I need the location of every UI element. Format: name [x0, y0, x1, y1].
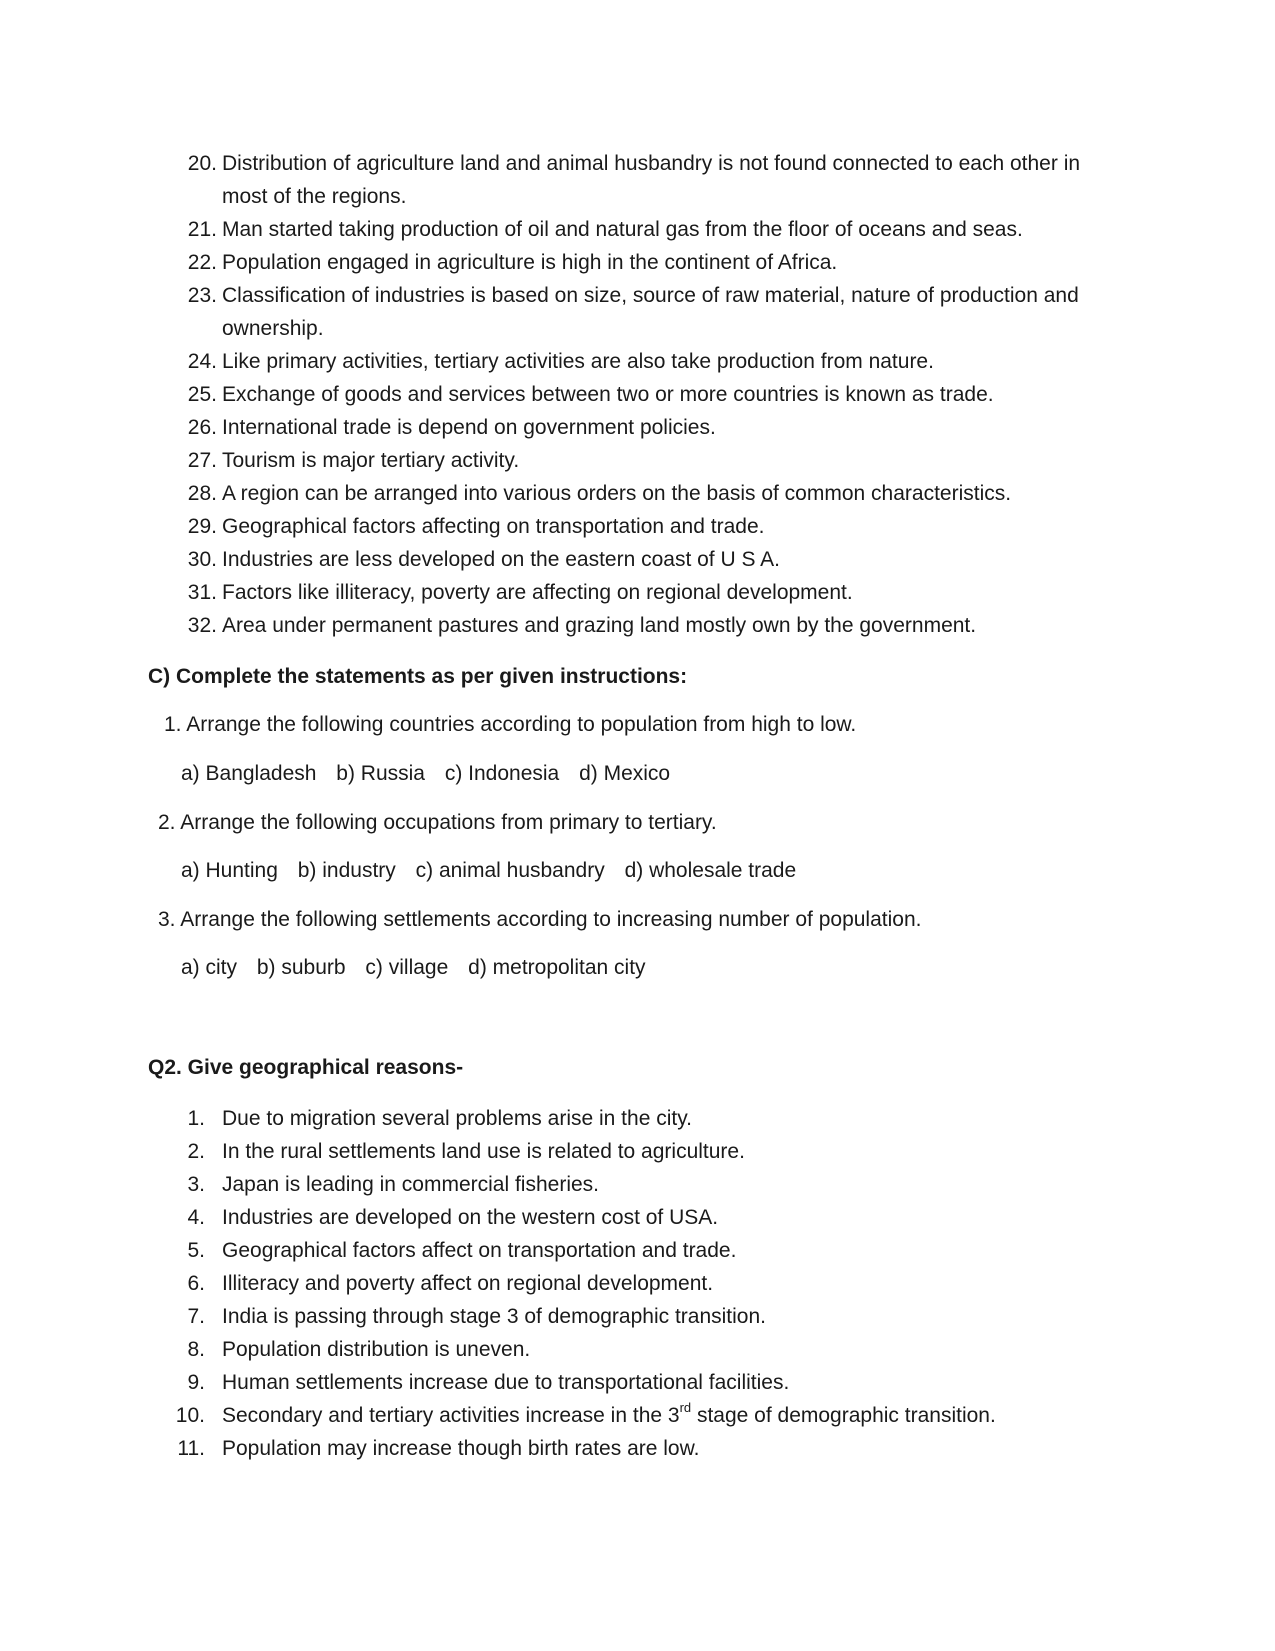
- option: d) Mexico: [579, 762, 671, 785]
- list-item: [0, 279, 1275, 345]
- list-item: [0, 444, 1275, 477]
- item-text: Man started taking production of oil and natural gas from the floor of oceans and seas.: [222, 218, 1023, 241]
- item-text: [222, 1399, 996, 1432]
- question-number: 1.: [164, 713, 182, 736]
- item-text: Geographical factors affecting on transportation and trade.: [222, 515, 765, 538]
- option: b) Russia: [336, 762, 425, 785]
- question-3: [158, 903, 921, 936]
- option: c) animal husbandry: [415, 859, 605, 882]
- item-number: 21.: [187, 218, 217, 241]
- list-item: [0, 1267, 1275, 1300]
- item-number: 25.: [187, 383, 217, 406]
- item-text-before: Secondary and tertiary activities increase in the 3: [222, 1404, 680, 1427]
- item-number: 5.: [187, 1239, 205, 1262]
- item-text: International trade is depend on government policies.: [222, 416, 716, 439]
- list-item: [0, 1432, 1275, 1465]
- question-text: Arrange the following countries according to population from high to low.: [186, 713, 857, 736]
- option: a) Hunting: [181, 859, 278, 882]
- item-text: Industries are less developed on the eastern coast of U S A.: [222, 548, 780, 571]
- item-number: 24.: [187, 350, 217, 373]
- item-number: 23.: [187, 284, 217, 307]
- item-number: 31.: [187, 581, 217, 604]
- item-text: In the rural settlements land use is related to agriculture.: [222, 1140, 745, 1163]
- list-item: [0, 1300, 1275, 1333]
- list-item: [0, 477, 1275, 510]
- list-item: [0, 1168, 1275, 1201]
- item-number: 3.: [187, 1173, 205, 1196]
- option: a) Bangladesh: [181, 762, 317, 785]
- option: d) metropolitan city: [468, 956, 646, 979]
- item-text: Like primary activities, tertiary activities are also take production from nature.: [222, 350, 934, 373]
- question-number: 3.: [158, 908, 176, 931]
- item-number: 8.: [187, 1338, 205, 1361]
- option: b) industry: [297, 859, 396, 882]
- list-item: [0, 246, 1275, 279]
- item-number: 29.: [187, 515, 217, 538]
- item-number: 30.: [187, 548, 217, 571]
- item-number: 6.: [187, 1272, 205, 1295]
- option: b) suburb: [256, 956, 346, 979]
- list-item: [0, 411, 1275, 444]
- item-number: 4.: [187, 1206, 205, 1229]
- ordinal-superscript: rd: [679, 1400, 692, 1415]
- item-text: Tourism is major tertiary activity.: [222, 449, 520, 472]
- item-text: Illiteracy and poverty affect on regional development.: [222, 1272, 714, 1295]
- list-item: [0, 543, 1275, 576]
- item-text: Classification of industries is based on size, source of raw material, nature of production and ownership.: [222, 284, 1079, 340]
- option: a) city: [181, 956, 238, 979]
- list-item: [0, 576, 1275, 609]
- item-number: 10.: [175, 1404, 205, 1427]
- question-1: [164, 708, 856, 741]
- list-item: [0, 1102, 1275, 1135]
- item-number: 28.: [187, 482, 217, 505]
- option: c) village: [365, 956, 449, 979]
- question-2-options: [181, 854, 810, 887]
- item-text: Japan is leading in commercial fisheries.: [222, 1173, 600, 1196]
- item-text: Population distribution is uneven.: [222, 1338, 531, 1361]
- item-number: 7.: [187, 1305, 205, 1328]
- question-text: Arrange the following settlements according to increasing number of population.: [180, 908, 922, 931]
- item-text: Geographical factors affect on transportation and trade.: [222, 1239, 737, 1262]
- item-number: 20.: [187, 152, 217, 175]
- question-3-options: [181, 951, 660, 984]
- list-item: [0, 147, 1275, 213]
- list-item: [0, 345, 1275, 378]
- item-text: Area under permanent pastures and grazing land mostly own by the government.: [222, 614, 977, 637]
- statements-list: [0, 147, 1275, 642]
- item-text: Human settlements increase due to transportational facilities.: [222, 1371, 790, 1394]
- list-item: [0, 1366, 1275, 1399]
- section-c-heading: C) Complete the statements as per given instructions:: [148, 665, 688, 688]
- item-number: 32.: [187, 614, 217, 637]
- question-text: Arrange the following occupations from primary to tertiary.: [180, 811, 717, 834]
- question-2: [158, 806, 717, 839]
- list-item: [0, 510, 1275, 543]
- item-text: A region can be arranged into various orders on the basis of common characteristics.: [222, 482, 1012, 505]
- item-number: 2.: [187, 1140, 205, 1163]
- question-1-options: [181, 757, 684, 790]
- item-text: Population engaged in agriculture is high in the continent of Africa.: [222, 251, 838, 274]
- item-number: 22.: [187, 251, 217, 274]
- list-item: [0, 1135, 1275, 1168]
- list-item: [0, 1333, 1275, 1366]
- q2-list: [0, 1102, 1275, 1465]
- q2-heading: Q2. Give geographical reasons-: [148, 1056, 464, 1079]
- list-item: [0, 1201, 1275, 1234]
- option: d) wholesale trade: [624, 859, 797, 882]
- item-text: Distribution of agriculture land and animal husbandry is not found connected to each other in most of the regions.: [222, 152, 1081, 208]
- item-text: India is passing through stage 3 of demographic transition.: [222, 1305, 767, 1328]
- item-number: 9.: [187, 1371, 205, 1394]
- option: c) Indonesia: [444, 762, 560, 785]
- item-number: 27.: [187, 449, 217, 472]
- item-number: 11.: [177, 1437, 205, 1460]
- list-item: [0, 378, 1275, 411]
- list-item: [0, 609, 1275, 642]
- item-number: 1.: [187, 1107, 205, 1130]
- list-item: [0, 1234, 1275, 1267]
- list-item: [0, 213, 1275, 246]
- item-text-after: stage of demographic transition.: [691, 1404, 996, 1427]
- item-text: Due to migration several problems arise in the city.: [222, 1107, 692, 1130]
- item-text: Factors like illiteracy, poverty are affecting on regional development.: [222, 581, 853, 604]
- item-number: 26.: [187, 416, 217, 439]
- item-text: Exchange of goods and services between two or more countries is known as trade.: [222, 383, 994, 406]
- list-item: [0, 1399, 1275, 1432]
- item-text: Population may increase though birth rates are low.: [222, 1437, 700, 1460]
- item-text: Industries are developed on the western cost of USA.: [222, 1206, 719, 1229]
- question-number: 2.: [158, 811, 176, 834]
